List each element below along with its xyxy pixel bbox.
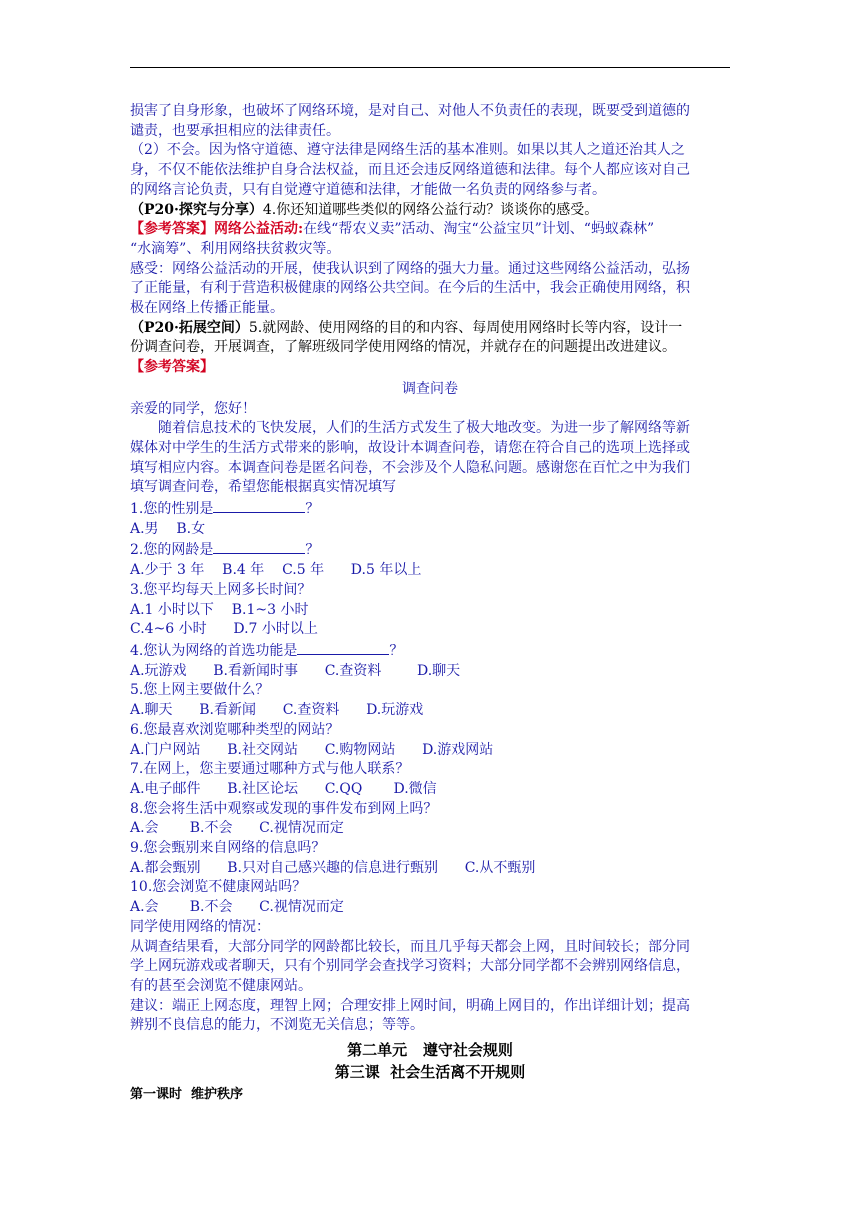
intro-line: 损害了自身形象，也破坏了网络环境，是对自己、对他人不负责任的表现，既要受到道德的 (130, 103, 690, 119)
intro-line: 的网络言论负责，只有自觉遵守道德和法律，才能做一名负责的网络参与者。 (130, 181, 606, 198)
feel-line: 极在网络上传播正能量。 (130, 300, 284, 317)
advice-line: 辨别不良信息的能力，不浏览无关信息；等等。 (130, 1017, 424, 1034)
question-text: 7.在网上，您主要通过哪种方式与他人联系？ (130, 761, 410, 778)
usage-line: 有的甚至会浏览不健康网站。 (130, 977, 312, 994)
survey-question (130, 839, 730, 859)
survey-preface-line: 媒体对中学生的生活方式带来的影响，故设计本调查问卷，请您在符合自己的选项上选择或 (130, 439, 690, 456)
header-rule (130, 67, 730, 68)
answer-tag: 【参考答案】 (130, 359, 214, 376)
question-text: 8.您会将生活中观察或发现的事件发布到网上吗？ (130, 800, 438, 817)
question-suffix: ？ (305, 501, 320, 518)
survey-greeting: 亲爱的同学，您好！ (130, 400, 256, 417)
question-4-text: 4.你还知道哪些类似的网络公益行动？谈谈你的感受。 (262, 201, 599, 218)
question-text: 9.您会甄别来自网络的信息吗？ (130, 840, 326, 857)
question-text: 5.您上网主要做什么？ (130, 682, 270, 699)
survey-question (130, 760, 730, 780)
question-options: A.会 B.不会 C.视情况而定 (130, 899, 344, 916)
question-5-text: 5.就网龄、使用网络的目的和内容、每周使用网络时长等内容，设计一 (248, 319, 683, 336)
usage-line: 学上网玩游戏或者聊天，只有个别同学会查找学习资料；大部分同学都不会辨别网络信息， (130, 958, 690, 975)
question-5-text-cont: 份调查问卷，开展调查，了解班级同学使用网络的情况，并就存在的问题提出改进建议。 (130, 339, 676, 356)
question-text: 10.您会浏览不健康网站吗？ (130, 879, 307, 896)
question-options: A.1 小时以下 B.1~3 小时 (130, 601, 309, 618)
question-text: 6.您最喜欢浏览哪种类型的网站？ (130, 721, 340, 738)
answer-blank[interactable] (213, 498, 305, 513)
survey-preface-line: 随着信息技术的飞快发展，人们的生活方式发生了极大地改变。为进一步了解网络等新 (158, 420, 690, 437)
question-suffix: ？ (389, 642, 404, 659)
question-4-answer (130, 220, 730, 240)
question-options: A.玩游戏 B.看新闻时事 C.查资料 D.聊天 (130, 662, 461, 679)
question-options: A.聊天 B.看新闻 C.查资料 D.玩游戏 (130, 702, 424, 719)
usage-label: 同学使用网络的情况： (130, 918, 270, 935)
question-options: A.都会甄别 B.只对自己感兴趣的信息进行甄别 C.从不甄别 (130, 859, 536, 876)
survey-questions (130, 498, 730, 918)
question-options: A.会 B.不会 C.视情况而定 (130, 820, 344, 837)
survey-title: 调查问卷 (402, 380, 458, 397)
question-text: 3.您平均每天上网多长时间？ (130, 581, 312, 598)
survey-question (130, 800, 730, 820)
question-4 (130, 201, 730, 221)
answer-label: 网络公益活动: (214, 221, 304, 238)
feel-line: 感受：网络公益活动的开展，使我认识到了网络的强大力量。通过这些网络公益活动，弘扬 (130, 260, 690, 277)
survey-question (130, 681, 730, 701)
period-title: 第一课时 维护秩序 (130, 1087, 244, 1103)
question-text: 2.您的网龄是 (130, 542, 214, 559)
question-text: 4.您认为网络的首选功能是 (130, 642, 298, 659)
question-5-tag: （P20·拓展空间） (130, 319, 249, 336)
answer-blank[interactable] (297, 640, 389, 655)
survey-question (130, 721, 730, 741)
question-options: A.男 B.女 (130, 520, 206, 537)
question-options: A.门户网站 B.社交网站 C.购物网站 D.游戏网站 (130, 741, 494, 758)
survey-question (130, 640, 730, 662)
question-5 (130, 319, 730, 339)
question-4-tag: （P20·探究与分享） (130, 201, 263, 218)
unit-title: 第二单元 遵守社会规则 (347, 1041, 513, 1060)
survey-question (130, 878, 730, 898)
advice-line: 建议：端正上网态度，理智上网；合理安排上网时间，明确上网目的，作出详细计划；提高 (130, 997, 690, 1014)
question-options: C.4~6 小时 D.7 小时以上 (130, 621, 318, 638)
intro-line: 谴责，也要承担相应的法律责任。 (130, 122, 340, 139)
question-options: A.少于 3 年 B.4 年 C.5 年 D.5 年以上 (130, 562, 422, 579)
usage-line: 从调查结果看，大部分同学的网龄都比较长，而且几乎每天都会上网，且时间较长；部分同 (130, 938, 690, 955)
answer-blank[interactable] (213, 539, 305, 554)
survey-question (130, 539, 730, 561)
answer-tag: 【参考答案】 (130, 221, 214, 238)
survey-preface-line: 填写调查问卷，希望您能根据真实情况填写 (130, 479, 396, 496)
feel-line: 了正能量，有利于营造积极健康的网络公共空间。在今后的生活中，我会正确使用网络，积 (130, 280, 690, 297)
lesson-title: 第三课 社会生活离不开规则 (334, 1063, 526, 1082)
intro-line: （2）不会。因为恪守道德、遵守法律是网络生活的基本准则。如果以其人之道还治其人之 (130, 142, 685, 159)
question-options: A.电子邮件 B.社区论坛 C.QQ D.微信 (130, 780, 437, 797)
survey-preface-line: 填写相应内容。本调查问卷是匿名问卷，不会涉及个人隐私问题。感谢您在百忙之中为我们 (130, 459, 690, 476)
answer-text: 在线“帮农义卖”活动、淘宝“公益宝贝”计划、“蚂蚁森林” (303, 221, 655, 238)
document-body (130, 102, 730, 1105)
question-text: 1.您的性别是 (130, 501, 214, 518)
intro-line: 身，不仅不能依法维护自身合法权益，而且还会违反网络道德和法律。每个人都应该对自己 (130, 162, 690, 179)
survey-question (130, 581, 730, 601)
survey-question (130, 498, 730, 520)
answer-text: “水滴筹”、利用网络扶贫救灾等。 (130, 240, 341, 257)
question-suffix: ？ (305, 542, 320, 559)
